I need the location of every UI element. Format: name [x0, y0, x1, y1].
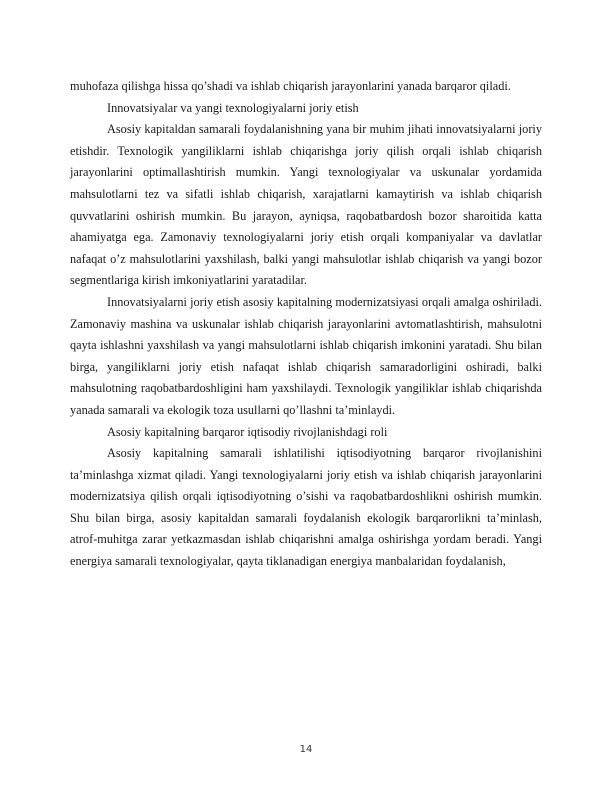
body-paragraph: Asosiy kapitaldan samarali foydalanishning yana bir muhim jihati innovatsiyalarni joriy etishdir. Texnologik yangiliklarni ishlab chiqarishga joriy qilish orqali ishlab chiqarish jarayonlarini optimallashtirish mumkin. Yangi texnologiyalar va uskunalar yordamida mahsulotlarni tez va sifatli ishlab chiqarish, xarajatlarni kamaytirish va ishlab chiqarish quvvatlarini oshirish mumkin. Bu jarayon, ayniqsa, raqobatbardosh bozor sharoitida katta ahamiyatga ega. Zamonaviy texnologiyalarni joriy etish orqali kompaniyalar va davlatlar nafaqat o’z mahsulotlarini yaxshilash, balki yangi mahsulotlar ishlab chiqarish va yangi bozor segmentlariga kirish imkoniyatlarini yaratadilar. [70, 122, 542, 288]
body-paragraph: Innovatsiyalarni joriy etish asosiy kapitalning modernizatsiyasi orqali amalga oshiriladi. Zamonaviy mashina va uskunalar ishlab chiqarish jarayonlarini avtomatlashtirish, mahsulotni qayta ishlashni yaxshilash va yangi mahsulotlarni ishlab chiqarish imkonini yaratadi. Shu bilan birga, yangiliklarni joriy etish nafaqat ishlab chiqarish samaradorligini oshiradi, balki mahsulotning raqobatbardoshligini ham yaxshilaydi. Texnologik yangiliklar ishlab chiqarishda yanada samarali va ekologik toza usullarni qo’llashni ta’minlaydi. [70, 294, 542, 417]
page-number: 14 [299, 744, 313, 755]
continuation-paragraph: muhofaza qilishga hissa qo’shadi va ishlab chiqarish jarayonlarini yanada barqaror qiladi. [70, 79, 511, 93]
document-page [70, 76, 542, 573]
body-paragraph: Asosiy kapitalning samarali ishlatilishi iqtisodiyotning barqaror rivojlanishini ta’minlashga xizmat qiladi. Yangi texnologiyalarni joriy etish va ishlab chiqarish jarayonlarini modernizatsiya qilish orqali iqtisodiyotning o’sishi va raqobatbardoshlikni oshirish mumkin. Shu bilan birga, asosiy kapitaldan samarali foydalanish ekologik barqarorlikni ta’minlash, atrof-muhitga zarar yetkazmasdan ishlab chiqarishni amalga oshirishga yordam beradi. Yangi energiya samarali texnologiyalar, qayta tiklanadigan energiya manbalaridan foydalanish, [70, 446, 542, 569]
section-heading-sustainable-development: Asosiy kapitalning barqaror iqtisodiy rivojlanishdagi roli [107, 424, 388, 439]
section-heading-innovations: Innovatsiyalar va yangi texnologiyalarni joriy etish [107, 100, 359, 115]
